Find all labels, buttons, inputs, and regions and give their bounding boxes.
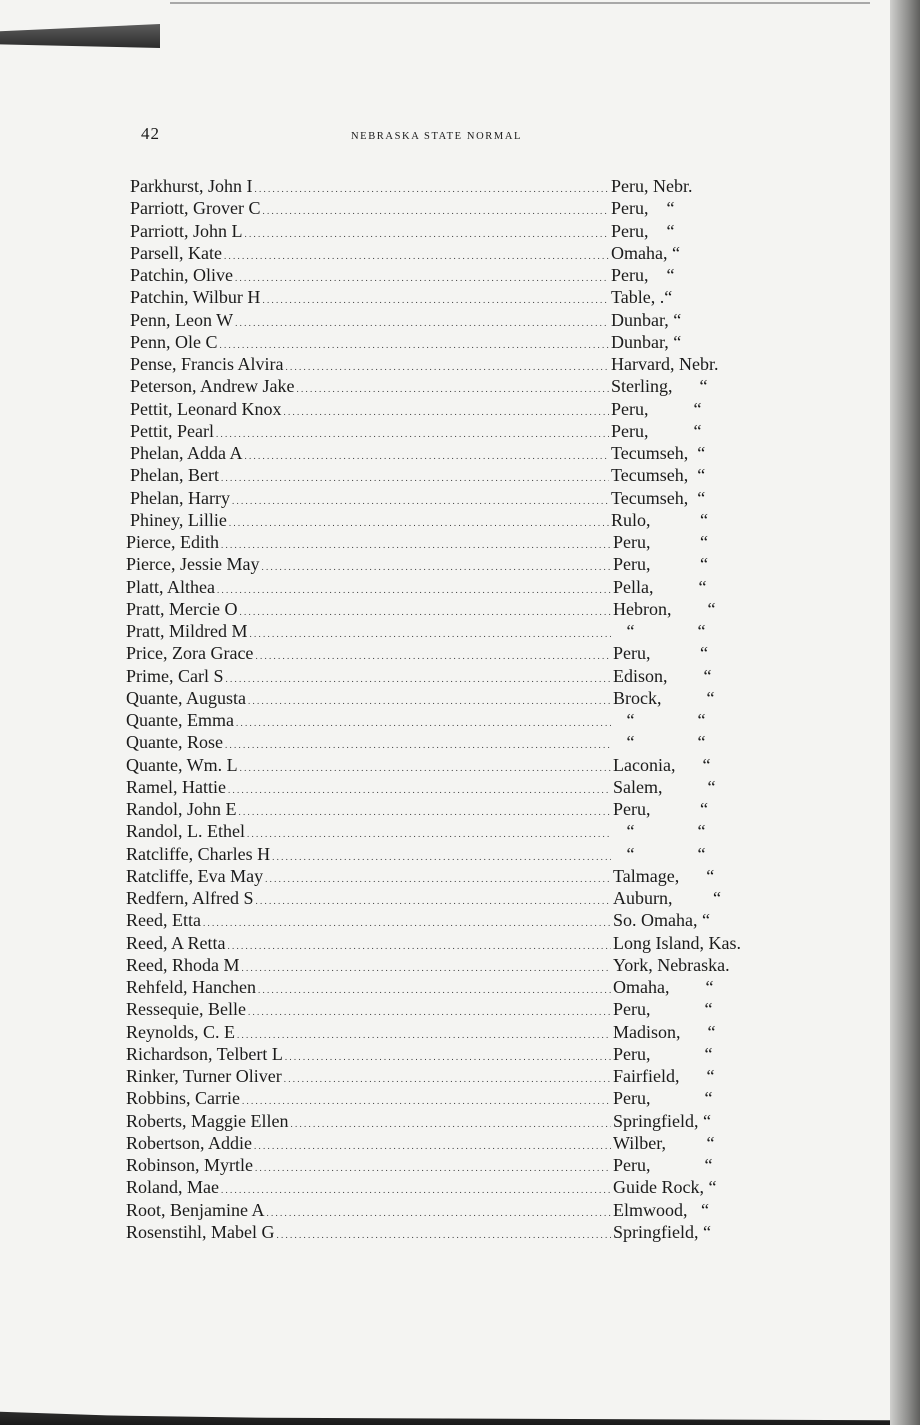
- scan-top-edge: [170, 2, 870, 4]
- student-hometown: Omaha, “: [611, 242, 680, 263]
- student-hometown: “ “: [613, 843, 706, 864]
- student-name: Quante, Augusta: [126, 687, 246, 708]
- dot-leader: [126, 865, 616, 890]
- student-name: Reed, Etta: [126, 910, 201, 931]
- student-hometown: York, Nebraska.: [613, 954, 730, 975]
- student-hometown: Hebron, “: [613, 598, 716, 619]
- student-hometown: Talmage, “: [613, 865, 715, 886]
- student-name: Patchin, Olive: [130, 265, 233, 285]
- list-item: [118, 1021, 808, 1043]
- dot-leader: [126, 1021, 616, 1046]
- list-item: [118, 398, 808, 420]
- book-gutter-shadow: [890, 0, 920, 1425]
- student-name: Pettit, Pearl: [130, 420, 214, 441]
- student-hometown: Dunbar, “: [611, 331, 682, 352]
- dot-leader: [126, 598, 616, 623]
- student-hometown: Peru, “: [611, 265, 675, 285]
- list-item: [118, 642, 808, 664]
- running-title: NEBRASKA STATE NORMAL: [351, 131, 523, 142]
- student-hometown: So. Omaha, “: [613, 910, 710, 931]
- list-item: [118, 820, 808, 842]
- student-hometown: Peru, “: [611, 420, 702, 441]
- list-item: [118, 442, 808, 464]
- student-name: Parriott, Grover C: [130, 198, 261, 219]
- student-hometown: Long Island, Kas.: [613, 932, 741, 953]
- dot-leader: [126, 932, 616, 957]
- student-name: Phelan, Harry: [130, 487, 230, 508]
- list-item: [118, 1221, 808, 1243]
- student-name: Phelan, Bert: [130, 465, 219, 486]
- student-hometown: “ “: [613, 710, 706, 730]
- student-hometown: Peru, “: [611, 220, 675, 241]
- student-name: Pense, Francis Alvira: [130, 354, 284, 374]
- list-item: [118, 197, 808, 219]
- student-name: Price, Zora Grace: [126, 643, 254, 664]
- student-name: Root, Benjamine A: [126, 1199, 265, 1220]
- scan-bottom-edge: [0, 1401, 890, 1425]
- dot-leader: [130, 242, 614, 267]
- student-name: Reed, A Retta: [126, 932, 226, 953]
- dot-leader: [130, 398, 614, 423]
- dot-leader: [126, 665, 616, 690]
- student-hometown: “ “: [613, 621, 706, 641]
- dot-leader: [130, 464, 614, 489]
- list-item: [118, 665, 808, 687]
- student-name: Rinker, Turner Oliver: [126, 1066, 282, 1086]
- dot-leader: [126, 998, 616, 1023]
- page-header: [141, 124, 770, 148]
- student-name: Pettit, Leonard Knox: [130, 398, 282, 419]
- student-hometown: Wilber, “: [613, 1132, 715, 1153]
- list-item: [118, 487, 808, 509]
- dot-leader: [130, 375, 614, 400]
- dot-leader: [126, 731, 616, 756]
- student-name: Reynolds, C. E: [126, 1021, 236, 1042]
- dot-leader: [126, 754, 616, 779]
- dot-leader: [126, 553, 616, 578]
- student-name: Ressequie, Belle: [126, 999, 246, 1020]
- student-hometown: Elmwood, “: [613, 1199, 709, 1220]
- student-name: Rehfeld, Hanchen: [126, 977, 256, 997]
- dot-leader: [126, 1087, 616, 1112]
- dot-leader: [130, 197, 614, 222]
- roster-list: [118, 175, 808, 1243]
- student-hometown: Peru, “: [613, 532, 708, 552]
- list-item: [118, 598, 808, 620]
- list-item: [118, 843, 808, 865]
- student-hometown: Tecumseh, “: [611, 443, 706, 463]
- student-name: Parriott, John L: [130, 220, 243, 241]
- student-name: Peterson, Andrew Jake: [130, 376, 295, 397]
- dot-leader: [126, 887, 616, 912]
- student-name: Robbins, Carrie: [126, 1088, 240, 1109]
- dot-leader: [126, 709, 616, 734]
- student-name: Prime, Carl S: [126, 665, 224, 686]
- student-name: Rosenstihl, Mabel G: [126, 1221, 275, 1242]
- dot-leader: [126, 909, 616, 934]
- dot-leader: [126, 620, 616, 645]
- student-name: Richardson, Telbert L: [126, 1043, 283, 1064]
- dot-leader: [126, 954, 616, 979]
- student-name: Randol, L. Ethel: [126, 821, 245, 842]
- dot-leader: [130, 353, 614, 378]
- dot-leader: [130, 175, 614, 200]
- list-item: [118, 1043, 808, 1065]
- student-hometown: Peru, “: [613, 799, 708, 819]
- student-name: Randol, John E: [126, 799, 237, 819]
- list-item: [118, 375, 808, 397]
- student-name: Roberts, Maggie Ellen: [126, 1110, 289, 1131]
- student-hometown: “ “: [613, 821, 706, 842]
- student-hometown: Harvard, Nebr.: [611, 354, 719, 374]
- dot-leader: [126, 1043, 616, 1068]
- list-item: [118, 331, 808, 353]
- student-hometown: “ “: [613, 732, 706, 753]
- student-name: Reed, Rhoda M: [126, 954, 240, 975]
- list-item: [118, 1087, 808, 1109]
- student-name: Ratcliffe, Charles H: [126, 843, 271, 864]
- list-item: [118, 865, 808, 887]
- student-name: Pierce, Edith: [126, 532, 219, 552]
- dot-leader: [126, 1199, 616, 1224]
- dot-leader: [126, 776, 616, 801]
- student-hometown: Auburn, “: [613, 888, 721, 908]
- dot-leader: [130, 442, 614, 467]
- list-item: [118, 509, 808, 531]
- list-item: [118, 1176, 808, 1198]
- student-hometown: Madison, “: [613, 1021, 716, 1042]
- list-item: [118, 264, 808, 286]
- student-name: Redfern, Alfred S: [126, 888, 254, 908]
- student-hometown: Tecumseh, “: [611, 487, 706, 508]
- dot-leader: [126, 798, 616, 823]
- list-item: [118, 731, 808, 753]
- student-name: Parkhurst, John I: [130, 176, 253, 196]
- dot-leader: [126, 531, 616, 556]
- dot-leader: [126, 1154, 616, 1179]
- student-hometown: Peru, “: [613, 643, 708, 664]
- dot-leader: [126, 1132, 616, 1157]
- student-hometown: Springfield, “: [613, 1221, 711, 1242]
- dot-leader: [126, 820, 616, 845]
- list-item: [118, 1132, 808, 1154]
- list-item: [118, 954, 808, 976]
- list-item: [118, 620, 808, 642]
- list-item: [118, 553, 808, 575]
- dot-leader: [130, 331, 614, 356]
- list-item: [118, 464, 808, 486]
- list-item: [118, 309, 808, 331]
- list-item: [118, 353, 808, 375]
- student-hometown: Brock, “: [613, 687, 715, 708]
- student-hometown: Dunbar, “: [611, 309, 682, 330]
- dot-leader: [126, 1221, 616, 1246]
- dot-leader: [130, 487, 614, 512]
- student-name: Quante, Wm. L: [126, 754, 238, 775]
- student-name: Roland, Mae: [126, 1177, 219, 1198]
- dot-leader: [130, 309, 614, 334]
- student-name: Penn, Ole C: [130, 331, 218, 352]
- scan-edge-artifact: [0, 24, 160, 48]
- list-item: [118, 1110, 808, 1132]
- list-item: [118, 976, 808, 998]
- student-name: Patchin, Wilbur H: [130, 287, 261, 308]
- list-item: [118, 1065, 808, 1087]
- list-item: [118, 175, 808, 197]
- student-name: Pratt, Mildred M: [126, 621, 248, 641]
- student-hometown: Table, .“: [611, 287, 673, 308]
- dot-leader: [130, 286, 614, 311]
- student-hometown: Edison, “: [613, 665, 712, 686]
- list-item: [118, 242, 808, 264]
- student-hometown: Sterling, “: [611, 376, 708, 397]
- student-name: Pratt, Mercie O: [126, 598, 238, 619]
- student-hometown: Peru, “: [613, 999, 713, 1020]
- list-item: [118, 420, 808, 442]
- student-name: Phiney, Lillie: [130, 509, 227, 530]
- dot-leader: [130, 264, 614, 289]
- dot-leader: [126, 1176, 616, 1201]
- student-name: Ratcliffe, Eva May: [126, 865, 264, 886]
- list-item: [118, 531, 808, 553]
- student-name: Quante, Emma: [126, 710, 234, 730]
- dot-leader: [126, 843, 616, 868]
- student-name: Ramel, Hattie: [126, 776, 226, 797]
- dot-leader: [126, 687, 616, 712]
- dot-leader: [130, 509, 614, 534]
- student-hometown: Rulo, “: [611, 509, 708, 530]
- student-name: Pierce, Jessie May: [126, 554, 260, 575]
- list-item: [118, 798, 808, 820]
- student-name: Quante, Rose: [126, 732, 223, 753]
- student-hometown: Laconia, “: [613, 754, 711, 775]
- student-hometown: Springfield, “: [613, 1110, 711, 1131]
- list-item: [118, 220, 808, 242]
- list-item: [118, 1154, 808, 1176]
- student-name: Robertson, Addie: [126, 1132, 252, 1153]
- student-name: Parsell, Kate: [130, 242, 222, 263]
- student-hometown: Peru, “: [613, 554, 708, 575]
- dot-leader: [130, 420, 614, 445]
- student-hometown: Peru, “: [613, 1155, 713, 1175]
- student-hometown: Salem, “: [613, 776, 716, 797]
- student-hometown: Omaha, “: [613, 977, 714, 997]
- list-item: [118, 998, 808, 1020]
- dot-leader: [130, 220, 614, 245]
- student-hometown: Peru, “: [611, 198, 675, 219]
- list-item: [118, 1199, 808, 1221]
- dot-leader: [126, 642, 616, 667]
- dot-leader: [126, 1065, 616, 1090]
- dot-leader: [126, 976, 616, 1001]
- student-name: Platt, Althea: [126, 576, 215, 597]
- student-hometown: Peru, Nebr.: [611, 176, 693, 196]
- student-name: Penn, Leon W: [130, 309, 234, 330]
- list-item: [118, 754, 808, 776]
- dot-leader: [126, 1110, 616, 1135]
- student-hometown: Tecumseh, “: [611, 465, 706, 486]
- list-item: [118, 709, 808, 731]
- list-item: [118, 887, 808, 909]
- student-name: Phelan, Adda A: [130, 443, 243, 463]
- student-hometown: Guide Rock, “: [613, 1177, 717, 1198]
- page-number: 42: [141, 124, 160, 143]
- list-item: [118, 909, 808, 931]
- list-item: [118, 776, 808, 798]
- list-item: [118, 576, 808, 598]
- dot-leader: [126, 576, 616, 601]
- list-item: [118, 932, 808, 954]
- student-hometown: Peru, “: [611, 398, 702, 419]
- student-hometown: Peru, “: [613, 1043, 713, 1064]
- list-item: [118, 687, 808, 709]
- student-hometown: Fairfield, “: [613, 1066, 715, 1086]
- student-hometown: Pella, “: [613, 576, 707, 597]
- student-hometown: Peru, “: [613, 1088, 713, 1109]
- list-item: [118, 286, 808, 308]
- student-name: Robinson, Myrtle: [126, 1155, 254, 1175]
